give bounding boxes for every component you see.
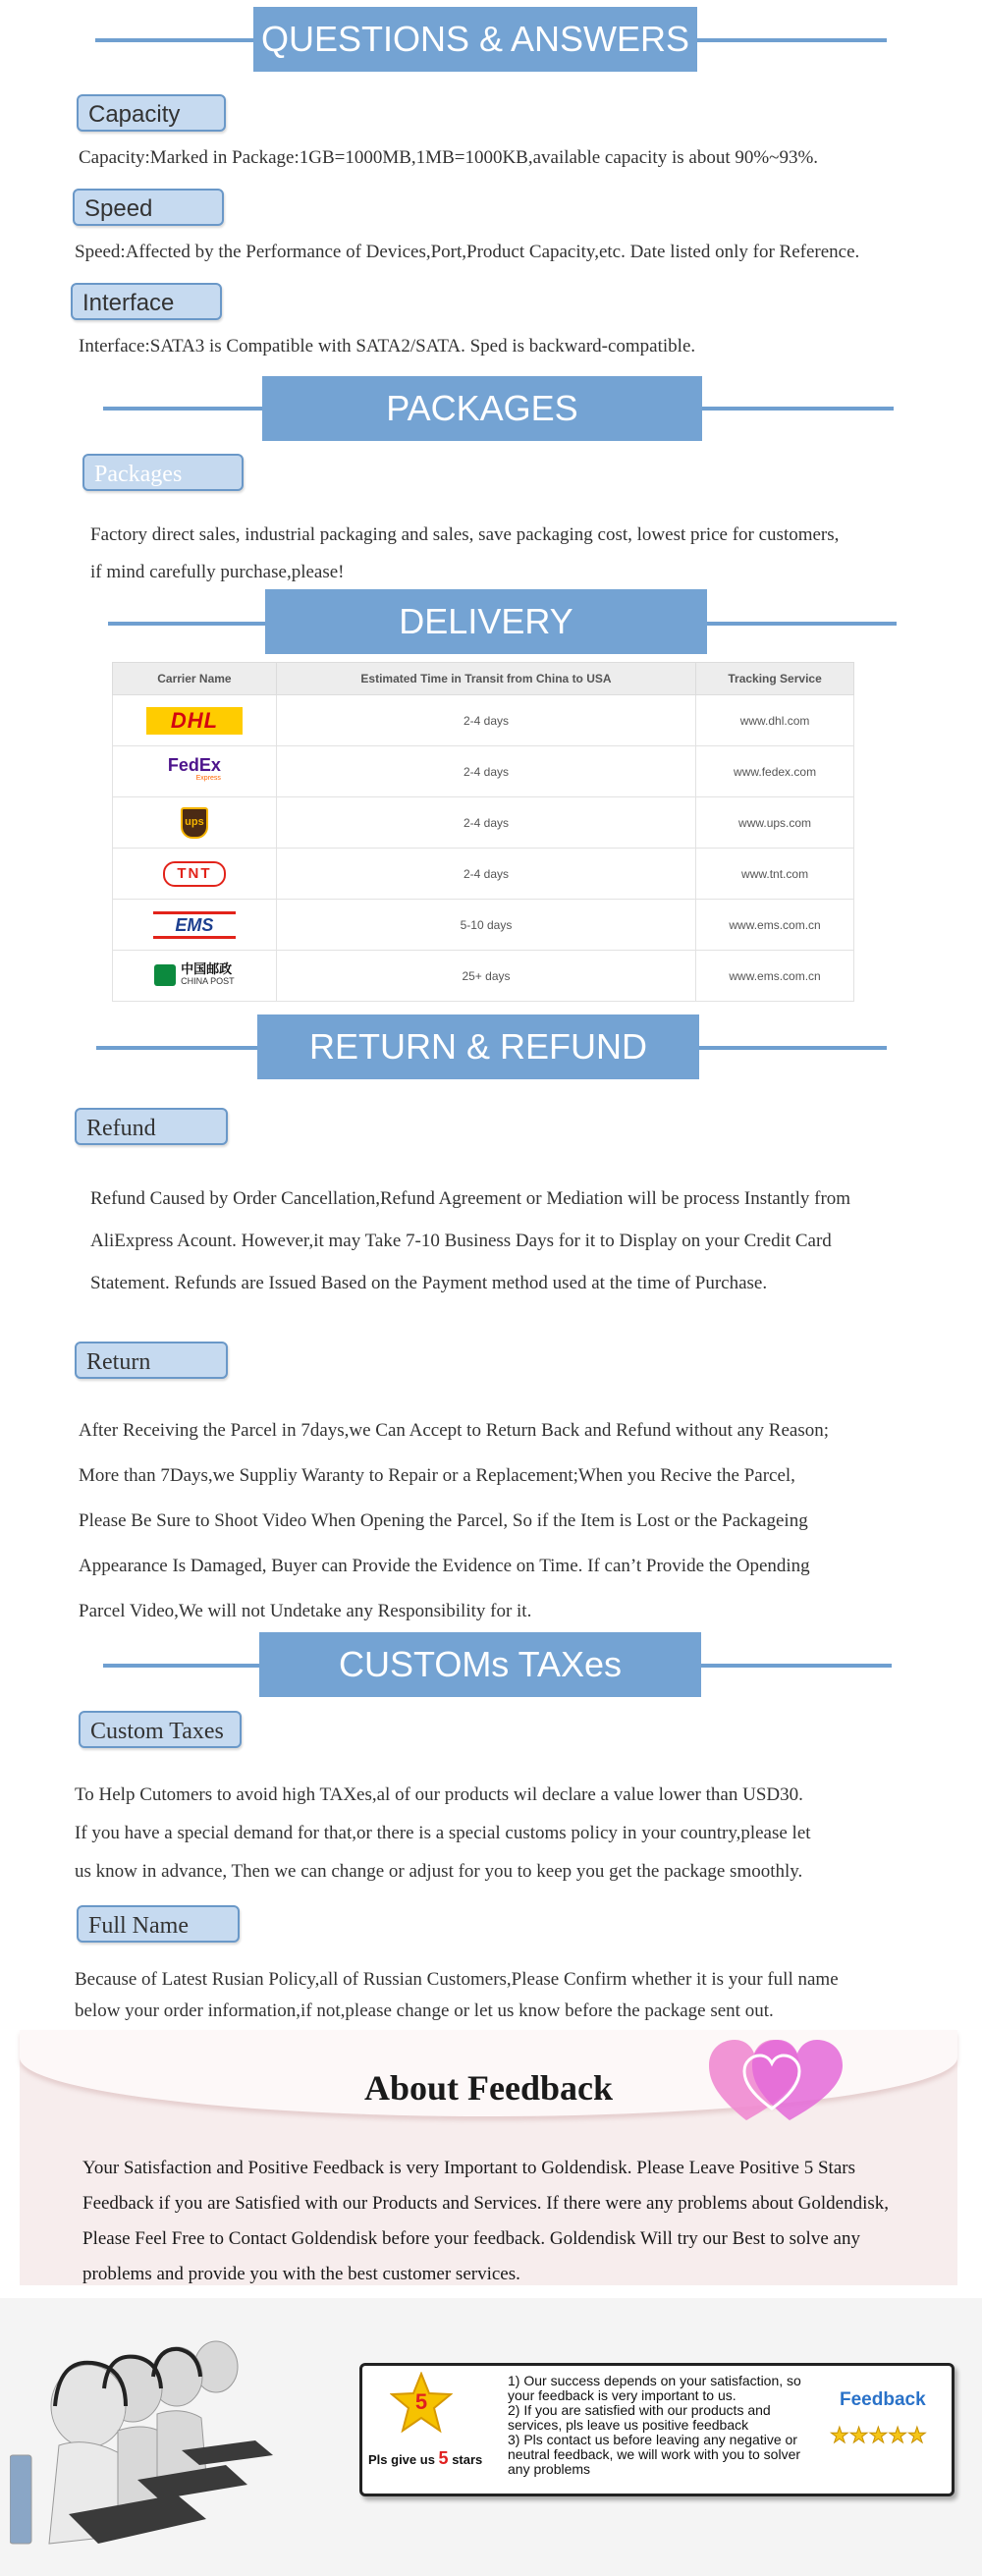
china-post-logo (154, 960, 235, 987)
refund-line: Statement. Refunds are Issued Based on the Payment method used at the time of Purchase. (90, 1273, 768, 1293)
star-badge-number: 5 (414, 2389, 428, 2414)
interface-text: Interface:SATA3 is Compatible with SATA2/SATA. Sped is backward-compatible. (79, 336, 696, 356)
speed-tag: Speed (73, 189, 224, 226)
capacity-text: Capacity:Marked in Package:1GB=1000MB,1MB=1000KB,available capacity is about 90%~93%. (79, 147, 819, 168)
header-carrier: Carrier Name (113, 663, 277, 695)
return-line: After Receiving the Parcel in 7days,we Can Accept to Return Back and Refund without any Reason; (79, 1420, 830, 1441)
hearts-icon (707, 2036, 854, 2124)
interface-tag: Interface (71, 283, 222, 320)
star-icon: ★ (830, 2424, 849, 2448)
rating-stars (830, 2425, 948, 2448)
table-row (113, 746, 854, 797)
return-tag: Return (75, 1342, 228, 1379)
china-post-cn: 中国邮政 (181, 960, 233, 976)
delivery-table-header (113, 663, 854, 695)
carrier-cell (113, 695, 277, 746)
table-row (113, 695, 854, 746)
return-line: Appearance Is Damaged, Buyer can Provide the Evidence on Time. If can’t Provide the Opending (79, 1556, 810, 1576)
star-icon: ★ (906, 2424, 927, 2448)
transit-cell: 2-4 days (276, 797, 695, 849)
qa-banner: QUESTIONS & ANSWERS (253, 7, 697, 72)
header-tracking: Tracking Service (696, 663, 854, 695)
star-icon: ★ (848, 2424, 869, 2448)
feedback-line: Please Feel Free to Contact Goldendisk before your feedback. Goldendisk Will try our Best to solve any (82, 2228, 860, 2249)
tracking-cell[interactable]: www.tnt.com (696, 849, 854, 900)
capacity-tag: Capacity (77, 94, 226, 132)
full-name-tag: Full Name (77, 1905, 240, 1943)
star-icon: ★ (888, 2424, 907, 2448)
full-name-line: Because of Latest Rusian Policy,all of Russian Customers,Please Confirm whether it is your full name (75, 1969, 839, 1990)
full-name-text (75, 1964, 839, 2027)
tracking-cell[interactable]: www.dhl.com (696, 695, 854, 746)
tracking-cell[interactable]: www.ems.com.cn (696, 900, 854, 951)
transit-cell: 2-4 days (276, 746, 695, 797)
china-post-en: CHINA POST (181, 975, 235, 986)
ups-logo: ups (181, 807, 208, 839)
return-line: Parcel Video,We will not Undetake any Responsibility for it. (79, 1601, 532, 1621)
header-transit: Estimated Time in Transit from China to USA (276, 663, 695, 695)
refund-tag: Refund (75, 1108, 228, 1145)
feedback-point: 2) If you are satisfied with our products and services, pls leave us positive feedback (508, 2402, 771, 2433)
customer-service-illustration (10, 2308, 363, 2573)
custom-taxes-tag: Custom Taxes (79, 1711, 242, 1748)
table-row (113, 797, 854, 849)
refund-line: Refund Caused by Order Cancellation,Refund Agreement or Mediation will be process Instantly from (90, 1188, 851, 1209)
tracking-cell[interactable]: www.ems.com.cn (696, 951, 854, 1002)
ems-logo: EMS (153, 911, 236, 939)
packages-line: if mind carefully purchase,please! (90, 562, 345, 582)
star-badge-caption (368, 2448, 482, 2469)
speed-text: Speed:Affected by the Performance of Devices,Port,Product Capacity,etc. Date listed only for Reference. (75, 242, 860, 262)
custom-taxes-line: us know in advance, Then we can change or adjust for you to keep you get the package smoothly. (75, 1861, 803, 1882)
custom-taxes-line: To Help Cutomers to avoid high TAXes,al of our products wil declare a value lower than USD30. (75, 1784, 803, 1805)
table-row (113, 900, 854, 951)
carrier-cell (113, 797, 277, 849)
dhl-logo: DHL (146, 707, 243, 735)
fedex-sub: Express (195, 774, 221, 782)
feedback-line: Feedback if you are Satisfied with our Products and Services. If there were any problems about Goldendisk, (82, 2193, 889, 2214)
china-post-icon (154, 964, 176, 986)
return-line: Please Be Sure to Shoot Video When Opening the Parcel, So if the Item is Lost or the Packageing (79, 1510, 808, 1531)
table-row (113, 849, 854, 900)
packages-tag: Packages (82, 454, 244, 491)
feedback-line: problems and provide you with the best customer services. (82, 2264, 520, 2284)
return-text (79, 1408, 829, 1634)
badge-caption-pre: Pls give us (368, 2452, 435, 2467)
refund-banner: RETURN & REFUND (257, 1014, 699, 1079)
custom-taxes-text (75, 1776, 811, 1891)
feedback-text (82, 2151, 889, 2292)
transit-cell: 2-4 days (276, 849, 695, 900)
refund-text (90, 1178, 850, 1304)
packages-text (90, 517, 839, 591)
carrier-cell (113, 849, 277, 900)
feedback-title: About Feedback (363, 2068, 614, 2108)
refund-line: AliExpress Acount. However,it may Take 7-10 Business Days for it to Display on your Credit Card (90, 1231, 832, 1251)
customs-banner: CUSTOMs TAXes (259, 1632, 701, 1697)
fedex-logo (167, 754, 221, 786)
feedback-info-box (359, 2363, 955, 2496)
transit-cell: 2-4 days (276, 695, 695, 746)
transit-cell: 25+ days (276, 951, 695, 1002)
tracking-cell[interactable]: www.ups.com (696, 797, 854, 849)
carrier-cell (113, 951, 277, 1002)
feedback-label: Feedback (840, 2389, 926, 2410)
badge-caption-number: 5 (438, 2448, 449, 2468)
badge-caption-post: stars (452, 2452, 483, 2467)
packages-banner: PACKAGES (262, 376, 702, 441)
packages-line: Factory direct sales, industrial packaging and sales, save packaging cost, lowest price for customers, (90, 524, 840, 545)
fedex-wordmark: FedEx (167, 754, 221, 775)
return-line: More than 7Days,we Suppliy Waranty to Repair or a Replacement;When you Recive the Parcel, (79, 1465, 795, 1486)
feedback-points (508, 2374, 802, 2477)
tnt-logo: TNT (163, 861, 226, 887)
full-name-line: below your order information,if not,please change or let us know before the package sent out. (75, 2001, 774, 2021)
tracking-cell[interactable]: www.fedex.com (696, 746, 854, 797)
carrier-cell (113, 746, 277, 797)
feedback-point: 1) Our success depends on your satisfaction, so your feedback is very important to us. (508, 2373, 801, 2403)
transit-cell: 5-10 days (276, 900, 695, 951)
carrier-cell (113, 900, 277, 951)
feedback-line: Your Satisfaction and Positive Feedback is very Important to Goldendisk. Please Leave Positive 5 Stars (82, 2158, 855, 2178)
delivery-table (112, 662, 854, 1002)
delivery-banner: DELIVERY (265, 589, 707, 654)
feedback-point: 3) Pls contact us before leaving any negative or neutral feedback, we will work with you to solver any problems (508, 2432, 801, 2477)
table-row (113, 951, 854, 1002)
custom-taxes-line: If you have a special demand for that,or there is a special customs policy in your country,please let (75, 1823, 811, 1843)
star-icon: ★ (868, 2424, 889, 2448)
